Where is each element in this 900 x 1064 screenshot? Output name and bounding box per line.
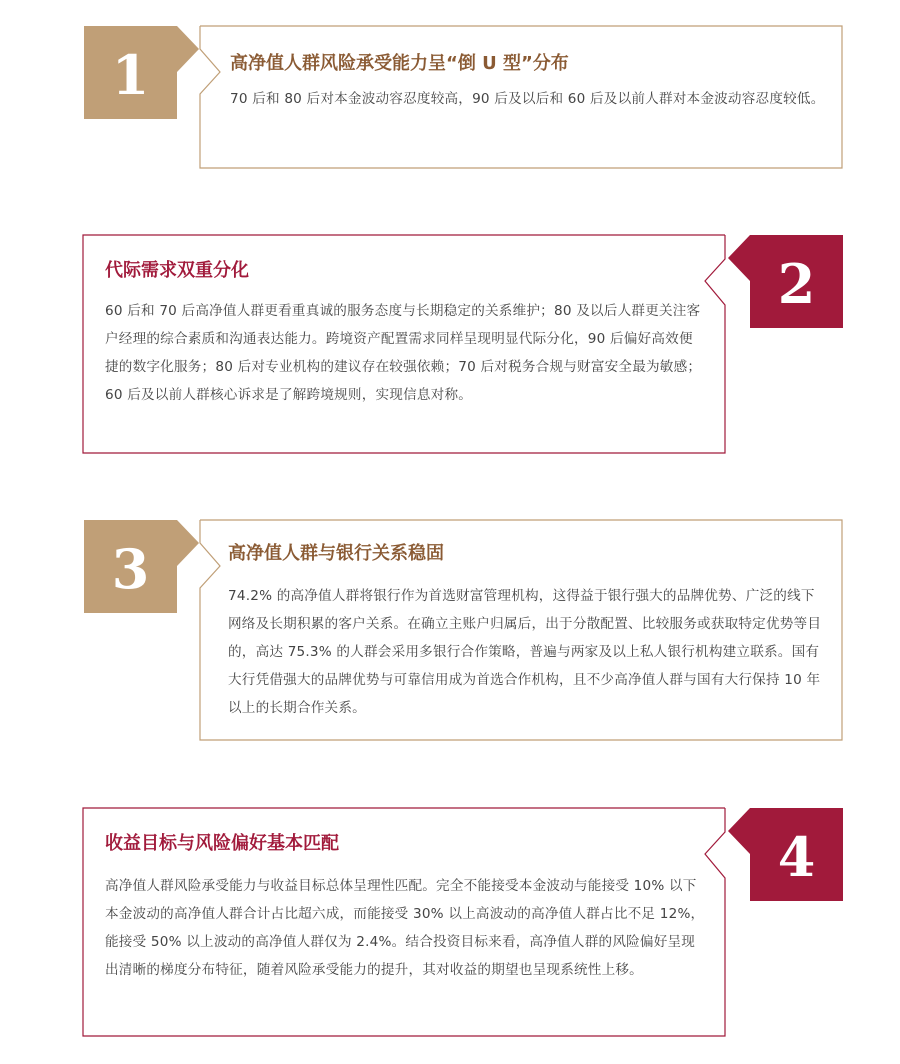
section-text: 高净值人群风险承受能力与收益目标总体呈理性匹配。完全不能接受本金波动与能接受 10% 以下本金波动的高净值人群合计占比超六成，而能接受 30% 以上高波动的高净值人群占比不足 12%，能接受 50% 以上波动的高净值人群仅为 2.4%。结合投资目标来看，高净值人群的风险偏好呈现出清晰的梯度分布特征，随着风险承受能力的提升，其对收益的期望也呈现系统性上移。 — [105, 878, 705, 978]
section-title: 高净值人群风险承受能力呈“倒 U 型”分布 — [230, 53, 569, 74]
badge-number: 4 — [777, 824, 816, 889]
section-title: 收益目标与风险偏好基本匹配 — [105, 833, 339, 854]
text-card-4 — [83, 808, 725, 1036]
section-text: 70 后和 80 后对本金波动容忍度较高，90 后及以后和 60 后及以前人群对本金波动容忍度较低。 — [230, 91, 825, 107]
badge-number: 1 — [111, 42, 150, 107]
section-title: 高净值人群与银行关系稳固 — [228, 543, 444, 564]
badge-number: 3 — [111, 536, 150, 601]
section-title: 代际需求双重分化 — [105, 260, 249, 281]
badge-arrow — [728, 808, 750, 854]
number-badge-4 — [750, 808, 843, 901]
badge-number: 2 — [777, 251, 816, 316]
section-text: 60 后和 70 后高净值人群更看重真诚的服务态度与长期稳定的关系维护；80 及以后人群更关注客户经理的综合素质和沟通表达能力。跨境资产配置需求同样呈现明显代际分化，90 后偏好高效便捷的数字化服务；80 后对专业机构的建议存在较强依赖；70 后对税务合规与财富安全最为敏感；60 后及以前人群核心诉求是了解跨境规则，实现信息对称。 — [105, 303, 702, 403]
section-text: 74.2% 的高净值人群将银行作为首选财富管理机构，这得益于银行强大的品牌优势、广泛的线下网络及长期积累的客户关系。在确立主账户归属后，出于分散配置、比较服务或获取特定优势等目的，高达 75.3% 的人群会采用多银行合作策略，普遍与两家及以上私人银行机构建立联系。国有大行凭借强大的品牌优势与可靠信用成为首选合作机构，且不少高净值人群与国有大行保持 10 年以上的长期合作关系。 — [228, 588, 822, 716]
